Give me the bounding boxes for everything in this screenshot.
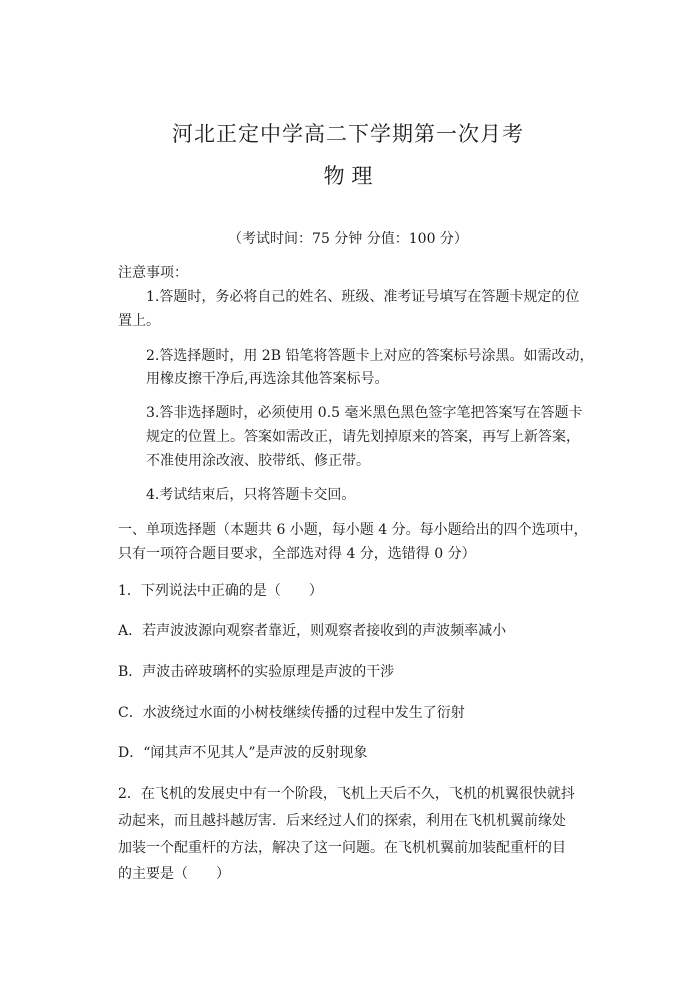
notice-item-3-line-2: 规定的位置上。答案如需改正，请先划掉原来的答案，再写上新答案， — [146, 429, 580, 445]
question-1-option-a: A．若声波波源向观察者靠近，则观察者接收到的声波频率减小 — [118, 623, 507, 639]
notice-item-2-line-1: 2.答选择题时，用 2B 铅笔将答题卡上对应的答案标号涂黑。如需改动， — [146, 348, 594, 364]
question-2-line-2: 动起来，而且越抖越厉害．后来经过人们的探索，利用在飞机机翼前缘处 — [118, 813, 566, 829]
notice-heading: 注意事项： — [118, 265, 188, 281]
exam-info: （考试时间：75 分钟 分值：100 分） — [228, 231, 468, 247]
question-2-line-1: 2．在飞机的发展史中有一个阶段，飞机上天后不久，飞机的机翼很快就抖 — [118, 786, 575, 802]
question-1-stem: 1．下列说法中正确的是（ ） — [118, 583, 323, 599]
question-1-option-d: D．“闻其声不见其人”是声波的反射现象 — [118, 745, 368, 761]
notice-item-4: 4.考试结束后，只将答题卡交回。 — [146, 487, 356, 503]
question-1-option-b: B．声波击碎玻璃杯的实验原理是声波的干涉 — [118, 664, 395, 680]
notice-item-1-line-2: 置上。 — [118, 313, 160, 329]
notice-item-1-line-1: 1.答题时，务必将自己的姓名、班级、准考证号填写在答题卡规定的位 — [146, 289, 580, 305]
exam-title: 河北正定中学高二下学期第一次月考 — [172, 122, 524, 146]
section-1-heading-line-1: 一、单项选择题（本题共 6 小题，每小题 4 分。每小题给出的四个选项中， — [118, 522, 588, 538]
notice-item-2-line-2: 用橡皮擦干净后,再选涂其他答案标号。 — [146, 371, 389, 387]
subject-title: 物 理 — [323, 164, 373, 188]
question-2-line-4: 的主要是（ ） — [118, 866, 230, 882]
notice-item-3-line-3: 不准使用涂改液、胶带纸、修正带。 — [146, 453, 370, 469]
notice-item-3-line-1: 3.答非选择题时，必须使用 0.5 毫米黑色黑色签字笔把答案写在答题卡 — [146, 405, 583, 421]
question-2-line-3: 加装一个配重杆的方法，解决了这一问题。在飞机机翼前加装配重杆的目 — [118, 840, 566, 856]
question-1-option-c: C．水波绕过水面的小树枝继续传播的过程中发生了衍射 — [118, 705, 465, 721]
section-1-heading-line-2: 只有一项符合题目要求，全部选对得 4 分，选错得 0 分） — [118, 546, 476, 562]
